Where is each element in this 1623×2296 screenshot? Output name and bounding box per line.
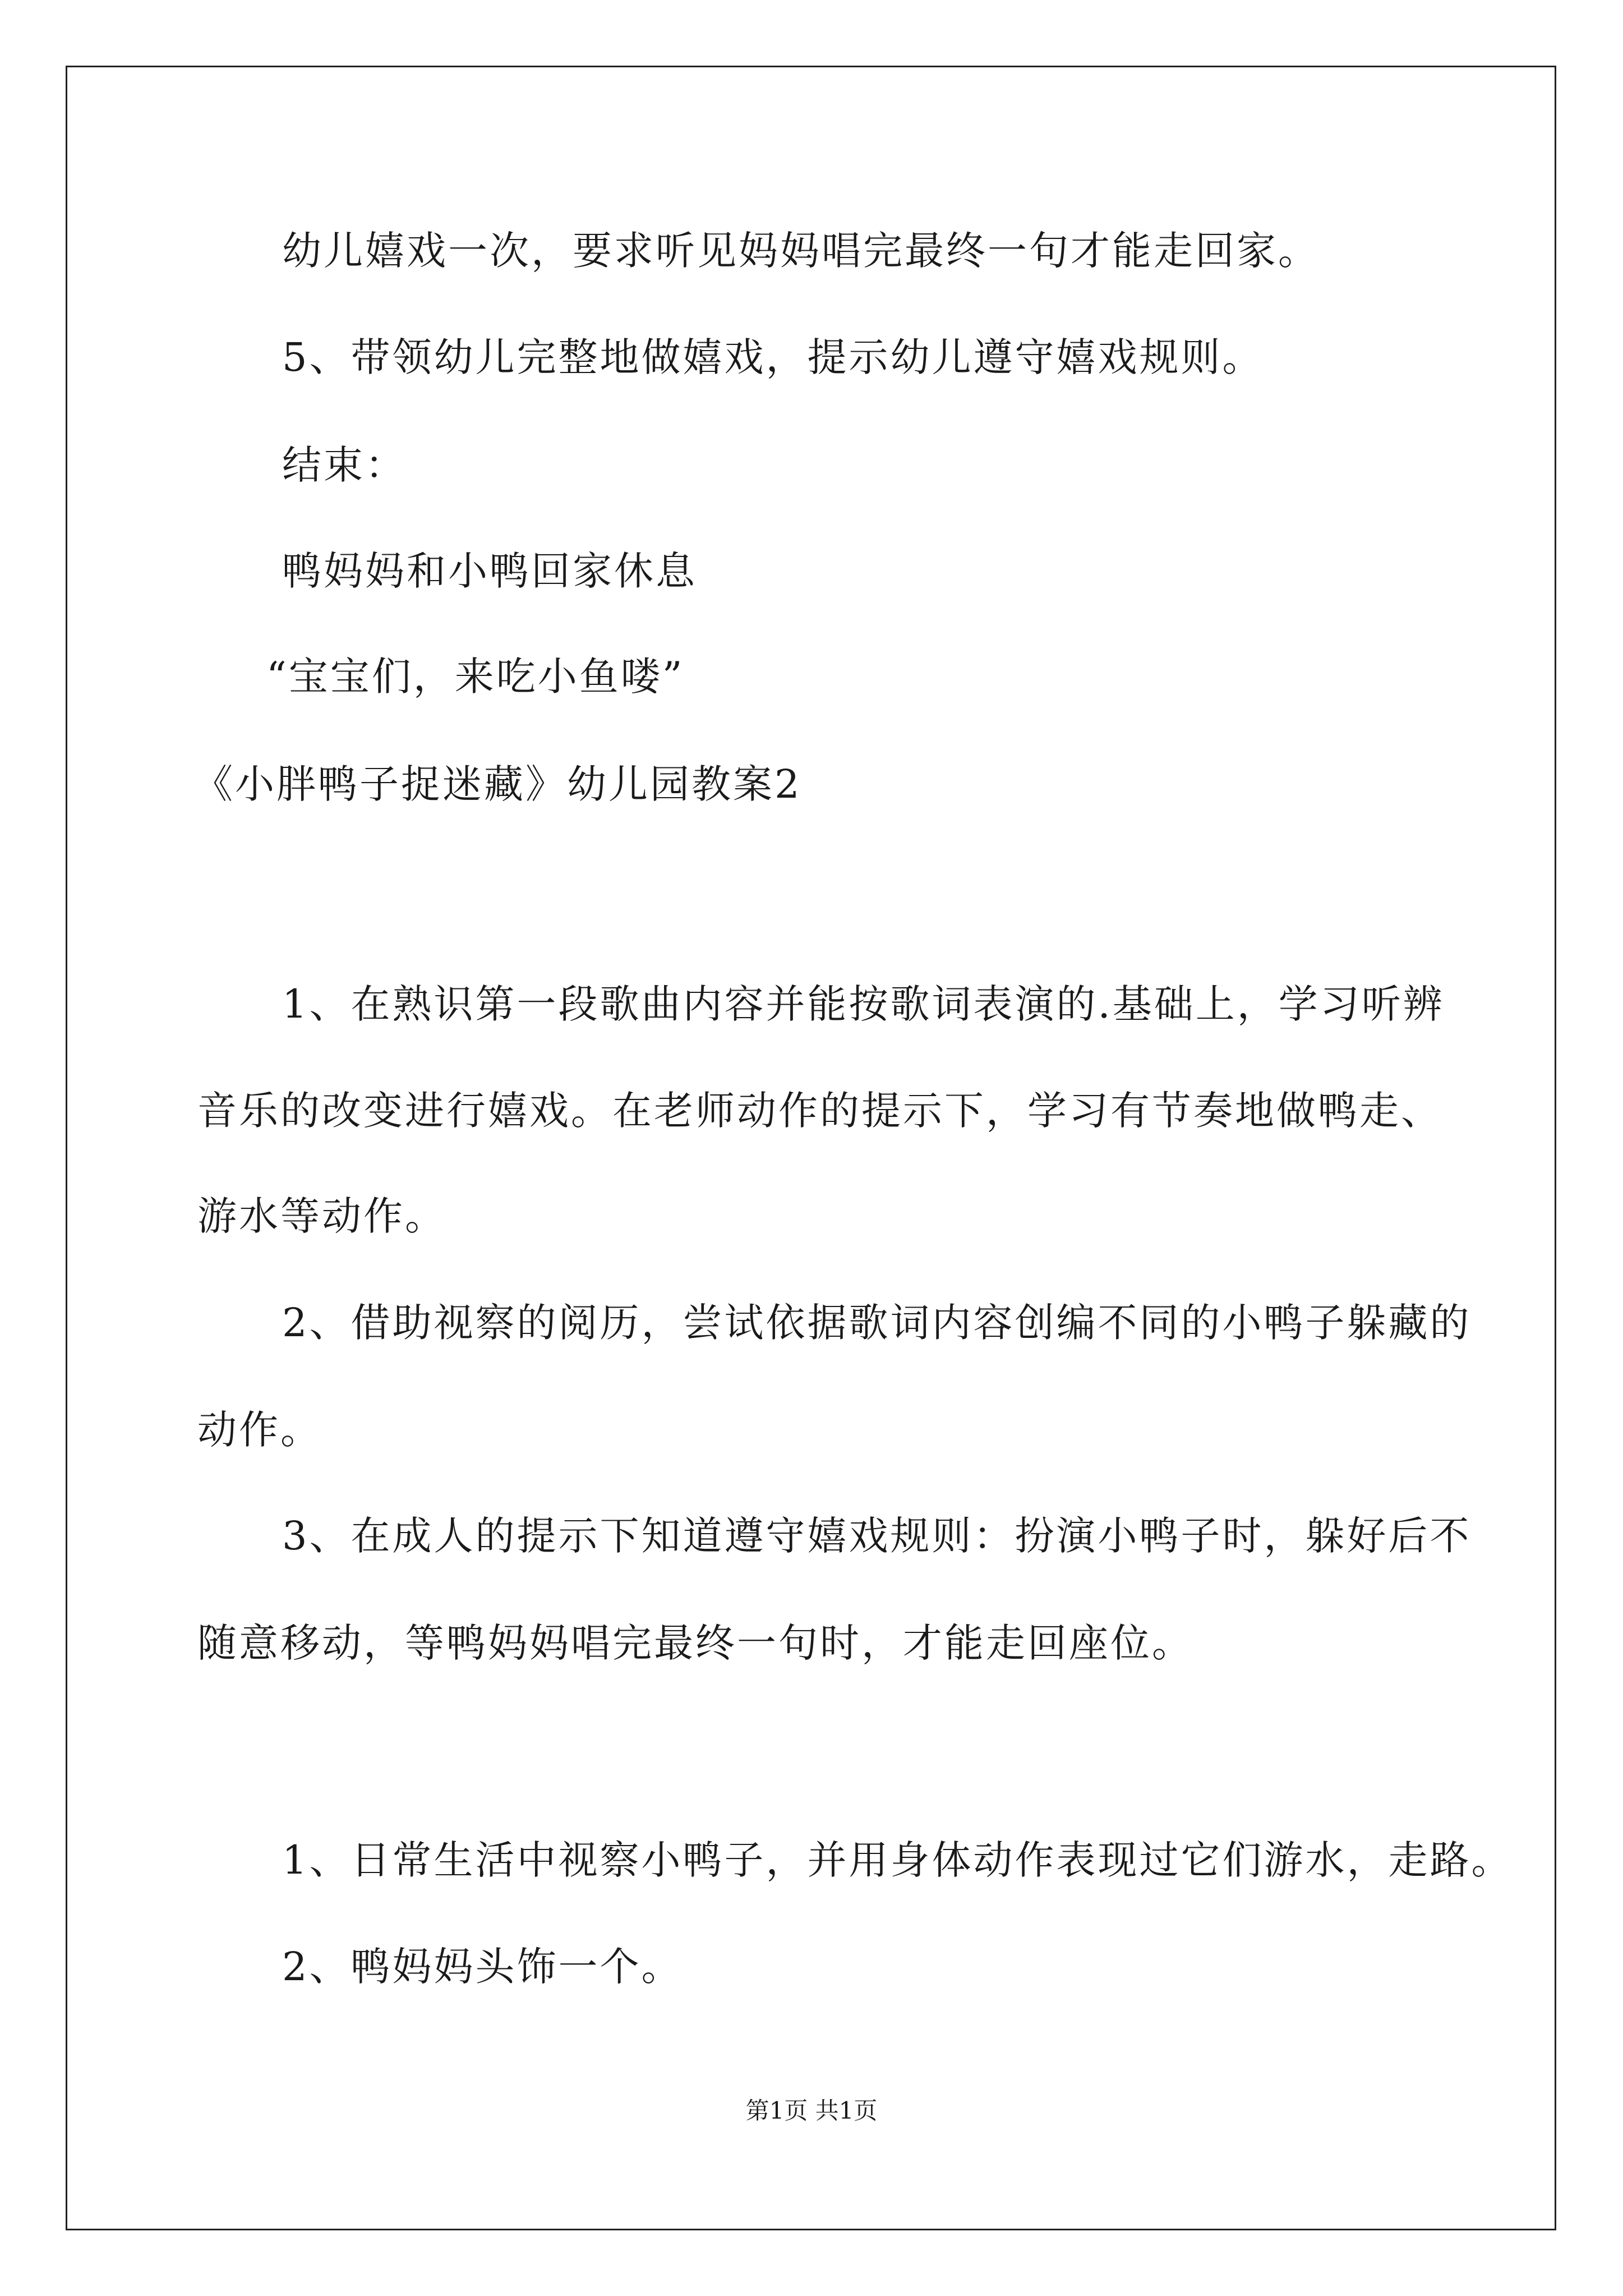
page-number: 第1页 共1页: [745, 2097, 878, 2124]
paragraph-line: 幼儿嬉戏一次，要求听见妈妈唱完最终一句才能走回家。: [282, 228, 1320, 274]
paragraph-line: 1、日常生活中视察小鸭子，并用身体动作表现过它们游水，走路。: [282, 1837, 1513, 1883]
paragraph-line: 游水等动作。: [197, 1193, 446, 1239]
paragraph-line: 2、借助视察的阅历，尝试依据歌词内容创编不同的小鸭子躲藏的: [282, 1300, 1472, 1346]
paragraph-line: 1、在熟识第一段歌曲内容并能按歌词表演的.基础上，学习听辨: [282, 981, 1445, 1027]
section-title: 《小胖鸭子捉迷藏》幼儿园教案2: [193, 761, 802, 807]
paragraph-line: 结束：: [282, 442, 407, 488]
paragraph-line: 随意移动，等鸭妈妈唱完最终一句时，才能走回座位。: [197, 1620, 1193, 1666]
paragraph-line: “宝宝们，来吃小鱼喽”: [266, 654, 685, 700]
page-border: [66, 66, 1556, 2230]
paragraph-line: 动作。: [197, 1407, 322, 1453]
paragraph-line: 音乐的改变进行嬉戏。在老师动作的提示下，学习有节奏地做鸭走、: [197, 1088, 1442, 1134]
paragraph-line: 5、带领幼儿完整地做嬉戏，提示幼儿遵守嬉戏规则。: [282, 334, 1264, 380]
paragraph-line: 2、鸭妈妈头饰一个。: [282, 1944, 683, 1990]
paragraph-line: 3、在成人的提示下知道遵守嬉戏规则：扮演小鸭子时，躲好后不: [282, 1513, 1472, 1559]
paragraph-line: 鸭妈妈和小鸭回家休息: [282, 548, 697, 594]
